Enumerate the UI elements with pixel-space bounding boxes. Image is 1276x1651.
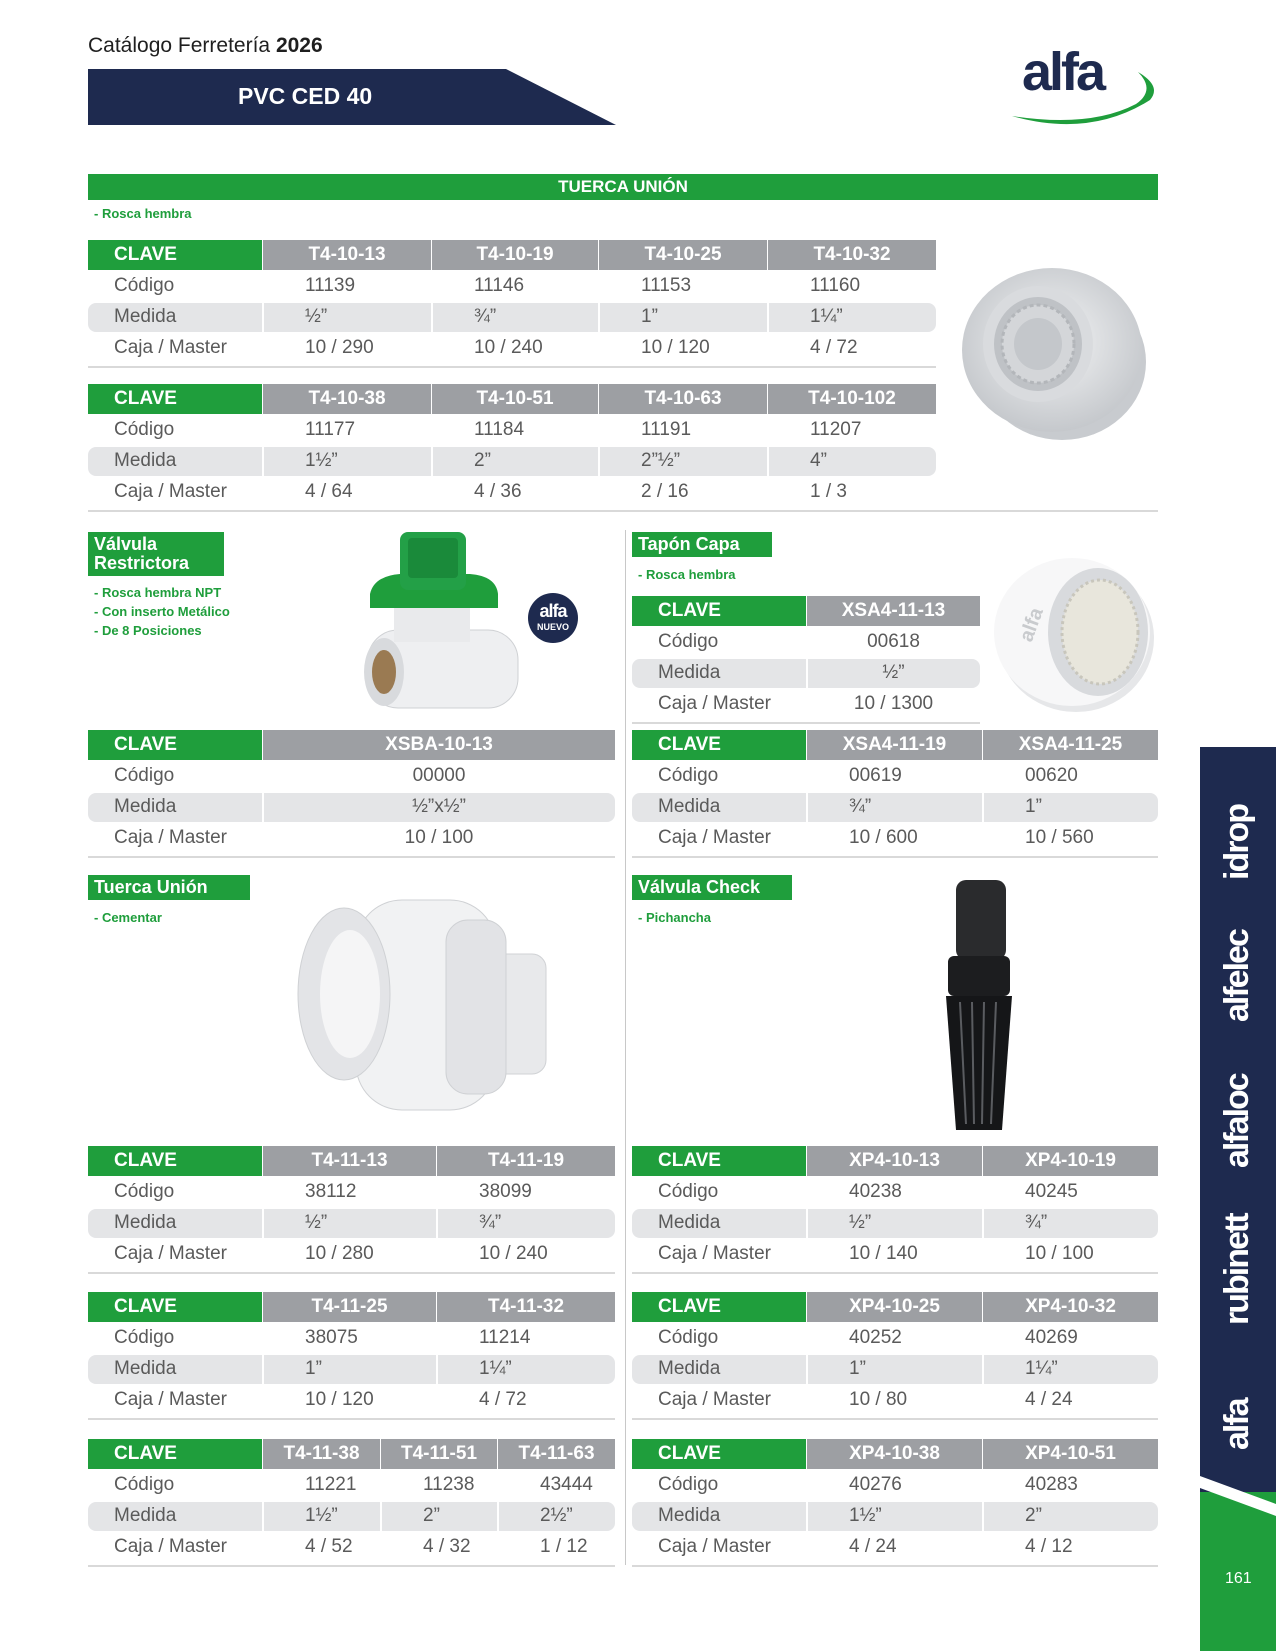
table-cell: 4 / 72: [810, 337, 858, 358]
column-separator: [806, 792, 808, 823]
table-cell: 2”½”: [641, 450, 681, 471]
table-cell: ¾”: [849, 796, 872, 817]
column-separator: [598, 302, 600, 333]
table-cell: 4 / 64: [305, 481, 353, 502]
row-label: Caja / Master: [658, 693, 771, 714]
column-divider: [625, 530, 626, 1565]
table-cell: 10 / 240: [479, 1243, 548, 1264]
table-row: [88, 1239, 615, 1270]
table-bottom-rule: [632, 1272, 1158, 1274]
column-separator: [431, 302, 433, 333]
row-label: Código: [114, 419, 175, 440]
table-cell: 4 / 24: [1025, 1389, 1073, 1410]
table-cell: 11146: [474, 275, 525, 296]
table-cell: 4 / 12: [1025, 1536, 1073, 1557]
table-row: [88, 415, 936, 446]
clave-code: T4-10-32: [768, 240, 936, 270]
table-row: [632, 1501, 1158, 1532]
clave-label: CLAVE: [632, 1439, 806, 1469]
sidebar-brand-alfelec: alfelec: [1218, 930, 1256, 1022]
clave-code: XP4-10-19: [983, 1146, 1158, 1176]
clave-label: CLAVE: [88, 1292, 262, 1322]
table-cell: 4 / 36: [474, 481, 522, 502]
clave-code: T4-11-13: [263, 1146, 436, 1176]
table-cell: 10 / 290: [305, 337, 374, 358]
clave-code: XP4-10-32: [983, 1292, 1158, 1322]
table-cell: 00000: [412, 765, 466, 786]
clave-code: XSA4-11-19: [807, 730, 982, 760]
valvula-check-image: [936, 880, 1022, 1141]
table-bottom-rule: [632, 722, 980, 724]
table-cell: 1½”: [305, 1505, 338, 1526]
clave-code: T4-10-38: [263, 384, 431, 414]
table-header-row: [88, 240, 936, 271]
row-label: Caja / Master: [114, 1389, 227, 1410]
table-row: [88, 1385, 615, 1416]
table-row: [88, 761, 615, 792]
tuerca-union-threaded-image: [952, 264, 1148, 449]
column-separator: [982, 1354, 984, 1385]
table-bottom-rule: [88, 1565, 615, 1567]
row-label: Caja / Master: [658, 1389, 771, 1410]
row-label: Medida: [114, 306, 177, 327]
table-header-row: [88, 1439, 615, 1470]
tuerca-union-note: - Rosca hembra: [94, 206, 192, 221]
table-cell: 2½”: [540, 1505, 573, 1526]
row-label: Caja / Master: [114, 337, 227, 358]
table-bottom-rule: [88, 366, 936, 368]
column-separator: [436, 1354, 438, 1385]
table-cell: ½”: [882, 662, 905, 683]
table-cell: 38075: [305, 1327, 358, 1348]
table-cell: 10 / 120: [641, 337, 710, 358]
column-separator: [982, 1501, 984, 1532]
clave-label: CLAVE: [632, 730, 806, 760]
table-cell: 1¼”: [810, 306, 843, 327]
clave-label: CLAVE: [88, 240, 262, 270]
row-label: Código: [658, 1181, 719, 1202]
table-cell: 4 / 32: [423, 1536, 471, 1557]
row-label: Medida: [658, 1505, 721, 1526]
tuerca-union-cementar-note: - Cementar: [94, 910, 162, 925]
table-cell: 40283: [1025, 1474, 1078, 1495]
column-separator: [262, 446, 264, 477]
table-cell: 2”: [474, 450, 491, 471]
column-separator: [982, 792, 984, 823]
valvula-restrictora-notes: - Rosca hembra NPT - Con inserto Metálico - De 8 Posiciones: [94, 585, 230, 638]
clave-label: CLAVE: [632, 596, 806, 626]
row-label: Código: [114, 1474, 175, 1495]
table-cell: 1¼”: [1025, 1358, 1058, 1379]
table-cell: 11177: [305, 419, 356, 440]
row-label: Medida: [658, 662, 721, 683]
column-separator: [431, 446, 433, 477]
svg-text:alfa: alfa: [1015, 604, 1048, 645]
table-cell: 11160: [810, 275, 861, 296]
table-cell: 2”: [1025, 1505, 1042, 1526]
row-label: Medida: [114, 796, 177, 817]
clave-code: T4-11-38: [263, 1439, 380, 1469]
column-separator: [982, 1208, 984, 1239]
table-cell: 1”: [641, 306, 658, 327]
table-row: [88, 333, 936, 364]
clave-code: T4-10-19: [432, 240, 598, 270]
table-bottom-rule: [632, 856, 1158, 858]
table-cell: 10 / 100: [1025, 1243, 1094, 1264]
table-cell: 10 / 100: [404, 827, 474, 848]
sidebar-brand-idrop: idrop: [1218, 805, 1256, 880]
valvula-check-tag: Válvula Check: [632, 875, 792, 900]
table-row: [88, 1532, 615, 1563]
column-separator: [767, 446, 769, 477]
clave-label: CLAVE: [632, 1146, 806, 1176]
table-header-row: [88, 1146, 615, 1177]
table-cell: 00620: [1025, 765, 1078, 786]
row-label: Caja / Master: [658, 827, 771, 848]
clave-code: XP4-10-38: [807, 1439, 982, 1469]
column-separator: [262, 792, 264, 823]
table-cell: 38112: [305, 1181, 357, 1202]
table-cell: 4 / 72: [479, 1389, 527, 1410]
row-label: Código: [658, 765, 719, 786]
table-cell: 10 / 120: [305, 1389, 374, 1410]
clave-code: T4-11-19: [437, 1146, 615, 1176]
svg-text:alfa: alfa: [1022, 42, 1104, 102]
table-cell: 1”: [305, 1358, 322, 1379]
catalog-title: Catálogo Ferretería 2026: [88, 34, 323, 57]
column-separator: [262, 1354, 264, 1385]
clave-code: XP4-10-13: [807, 1146, 982, 1176]
sidebar-brand-alfa: alfa: [1218, 1399, 1256, 1450]
table-cell: 10 / 80: [849, 1389, 908, 1410]
table-header-row: [88, 384, 936, 415]
clave-code: T4-10-51: [432, 384, 598, 414]
clave-code: T4-11-51: [381, 1439, 497, 1469]
row-label: Medida: [114, 450, 177, 471]
tapon-capa-tag: Tapón Capa: [632, 532, 772, 557]
alfa-logo: [1010, 42, 1160, 128]
table-row: [88, 271, 936, 302]
row-label: Caja / Master: [114, 1243, 227, 1264]
table-cell: ¾”: [1025, 1212, 1048, 1233]
table-row: [632, 792, 1158, 823]
table-header-row: [632, 730, 1158, 761]
row-label: Código: [114, 1181, 175, 1202]
table-row: [632, 1532, 1158, 1563]
table-cell: ½”: [305, 1212, 328, 1233]
clave-code: T4-11-63: [498, 1439, 615, 1469]
table-cell: 4 / 24: [849, 1536, 897, 1557]
table-row: [632, 658, 980, 689]
clave-code: T4-10-102: [768, 384, 936, 414]
table-row: [88, 1208, 615, 1239]
clave-code: XSA4-11-13: [807, 596, 980, 626]
row-label: Código: [658, 1327, 719, 1348]
table-row: [88, 446, 936, 477]
table-cell: 11207: [810, 419, 862, 440]
row-label: Medida: [114, 1212, 177, 1233]
clave-code: T4-11-32: [437, 1292, 615, 1322]
table-cell: 40276: [849, 1474, 902, 1495]
table-cell: 00618: [867, 631, 920, 652]
table-row: [88, 1501, 615, 1532]
table-row: [88, 1470, 615, 1501]
table-row: [632, 1177, 1158, 1208]
table-row: [632, 823, 1158, 854]
column-separator: [497, 1501, 499, 1532]
table-cell: 11153: [641, 275, 692, 296]
column-separator: [767, 302, 769, 333]
table-row: [88, 1323, 615, 1354]
table-cell: 38099: [479, 1181, 532, 1202]
column-separator: [436, 1208, 438, 1239]
table-cell: 11238: [423, 1474, 475, 1495]
clave-code: T4-10-25: [599, 240, 767, 270]
table-cell: 1 / 3: [810, 481, 847, 502]
table-cell: 1 / 12: [540, 1536, 588, 1557]
table-row: [632, 1385, 1158, 1416]
table-header-row: [632, 596, 980, 627]
valvula-check-note: - Pichancha: [638, 910, 711, 925]
table-cell: 1”: [849, 1358, 866, 1379]
clave-code: T4-11-25: [263, 1292, 436, 1322]
table-cell: 1¼”: [479, 1358, 512, 1379]
table-row: [88, 823, 615, 854]
table-cell: 10 / 1300: [853, 693, 934, 714]
table-cell: 40238: [849, 1181, 902, 1202]
row-label: Código: [114, 1327, 175, 1348]
page-number: 161: [1225, 1570, 1252, 1587]
clave-label: CLAVE: [88, 384, 262, 414]
table-row: [88, 477, 936, 508]
column-separator: [806, 1501, 808, 1532]
table-cell: 10 / 280: [305, 1243, 374, 1264]
table-row: [632, 1323, 1158, 1354]
table-bottom-rule: [88, 856, 615, 858]
table-cell: 10 / 140: [849, 1243, 918, 1264]
table-cell: 4 / 52: [305, 1536, 353, 1557]
tuerca-union-section-bar: TUERCA UNIÓN: [88, 174, 1158, 200]
table-cell: ½”x½”: [412, 796, 466, 817]
table-cell: 1½”: [305, 450, 338, 471]
table-row: [88, 792, 615, 823]
row-label: Medida: [658, 1358, 721, 1379]
clave-code: XP4-10-25: [807, 1292, 982, 1322]
column-separator: [262, 1208, 264, 1239]
column-separator: [598, 446, 600, 477]
table-bottom-rule: [632, 1565, 1158, 1567]
table-cell: 00619: [849, 765, 902, 786]
table-cell: 11214: [479, 1327, 531, 1348]
clave-code: XSBA-10-13: [263, 730, 615, 760]
row-label: Código: [114, 275, 175, 296]
table-row: [632, 1239, 1158, 1270]
tapon-capa-note: - Rosca hembra: [638, 567, 736, 582]
valvula-restrictora-tag: Válvula Restrictora: [88, 532, 224, 576]
table-bottom-rule: [632, 1418, 1158, 1420]
table-cell: ¾”: [479, 1212, 502, 1233]
column-separator: [806, 658, 808, 689]
clave-label: CLAVE: [88, 730, 262, 760]
table-cell: 40252: [849, 1327, 902, 1348]
row-label: Medida: [658, 1212, 721, 1233]
table-cell: 11184: [474, 419, 525, 440]
table-row: [632, 1208, 1158, 1239]
table-cell: 40269: [1025, 1327, 1078, 1348]
table-cell: ½”: [305, 306, 328, 327]
table-row: [632, 1470, 1158, 1501]
table-cell: 4”: [810, 450, 827, 471]
table-row: [88, 1354, 615, 1385]
table-cell: 10 / 240: [474, 337, 543, 358]
row-label: Caja / Master: [114, 481, 227, 502]
row-label: Medida: [114, 1358, 177, 1379]
table-bottom-rule: [88, 1418, 615, 1420]
table-row: [632, 1354, 1158, 1385]
tuerca-union-cementar-tag: Tuerca Unión: [88, 875, 250, 900]
column-separator: [262, 1501, 264, 1532]
table-cell: 11221: [305, 1474, 357, 1495]
table-header-row: [88, 1292, 615, 1323]
column-separator: [380, 1501, 382, 1532]
table-bottom-rule: [88, 1272, 615, 1274]
row-label: Código: [658, 1474, 719, 1495]
table-bottom-rule: [88, 510, 1158, 512]
table-header-row: [632, 1292, 1158, 1323]
column-separator: [806, 1354, 808, 1385]
table-cell: 11191: [641, 419, 692, 440]
section-banner: PVC CED 40: [88, 69, 616, 125]
table-cell: 11139: [305, 275, 356, 296]
row-label: Medida: [114, 1505, 177, 1526]
table-row: [632, 627, 980, 658]
table-row: [88, 302, 936, 333]
clave-code: XSA4-11-25: [983, 730, 1158, 760]
sidebar-stripe: [1200, 1476, 1276, 1516]
table-cell: 1½”: [849, 1505, 882, 1526]
table-row: [632, 761, 1158, 792]
column-separator: [262, 302, 264, 333]
clave-code: XP4-10-51: [983, 1439, 1158, 1469]
alfa-nuevo-badge: alfa NUEVO: [527, 592, 579, 649]
table-row: [632, 689, 980, 720]
row-label: Código: [658, 631, 719, 652]
table-header-row: [88, 730, 615, 761]
table-cell: ¾”: [474, 306, 497, 327]
tapon-capa-image: [994, 554, 1156, 721]
row-label: Caja / Master: [114, 827, 227, 848]
table-header-row: [632, 1146, 1158, 1177]
table-cell: 10 / 560: [1025, 827, 1094, 848]
sidebar-brand-alfaloc: alfaloc: [1218, 1074, 1256, 1168]
table-cell: 40245: [1025, 1181, 1078, 1202]
row-label: Caja / Master: [658, 1243, 771, 1264]
table-cell: 10 / 600: [849, 827, 918, 848]
table-header-row: [632, 1439, 1158, 1470]
row-label: Caja / Master: [114, 1536, 227, 1557]
clave-label: CLAVE: [632, 1292, 806, 1322]
clave-code: T4-10-13: [263, 240, 431, 270]
row-label: Medida: [658, 796, 721, 817]
row-label: Código: [114, 765, 175, 786]
clave-code: T4-10-63: [599, 384, 767, 414]
row-label: Caja / Master: [658, 1536, 771, 1557]
table-cell: 2”: [423, 1505, 440, 1526]
valvula-restrictora-image: [360, 532, 520, 727]
table-cell: 43444: [540, 1474, 593, 1495]
tuerca-union-cementar-image: [296, 884, 562, 1133]
table-row: [88, 1177, 615, 1208]
clave-label: CLAVE: [88, 1146, 262, 1176]
column-separator: [806, 1208, 808, 1239]
table-cell: 2 / 16: [641, 481, 689, 502]
sidebar-brand-rubinett: rubinett: [1218, 1214, 1256, 1325]
table-cell: ½”: [849, 1212, 872, 1233]
clave-label: CLAVE: [88, 1439, 262, 1469]
table-cell: 1”: [1025, 796, 1042, 817]
